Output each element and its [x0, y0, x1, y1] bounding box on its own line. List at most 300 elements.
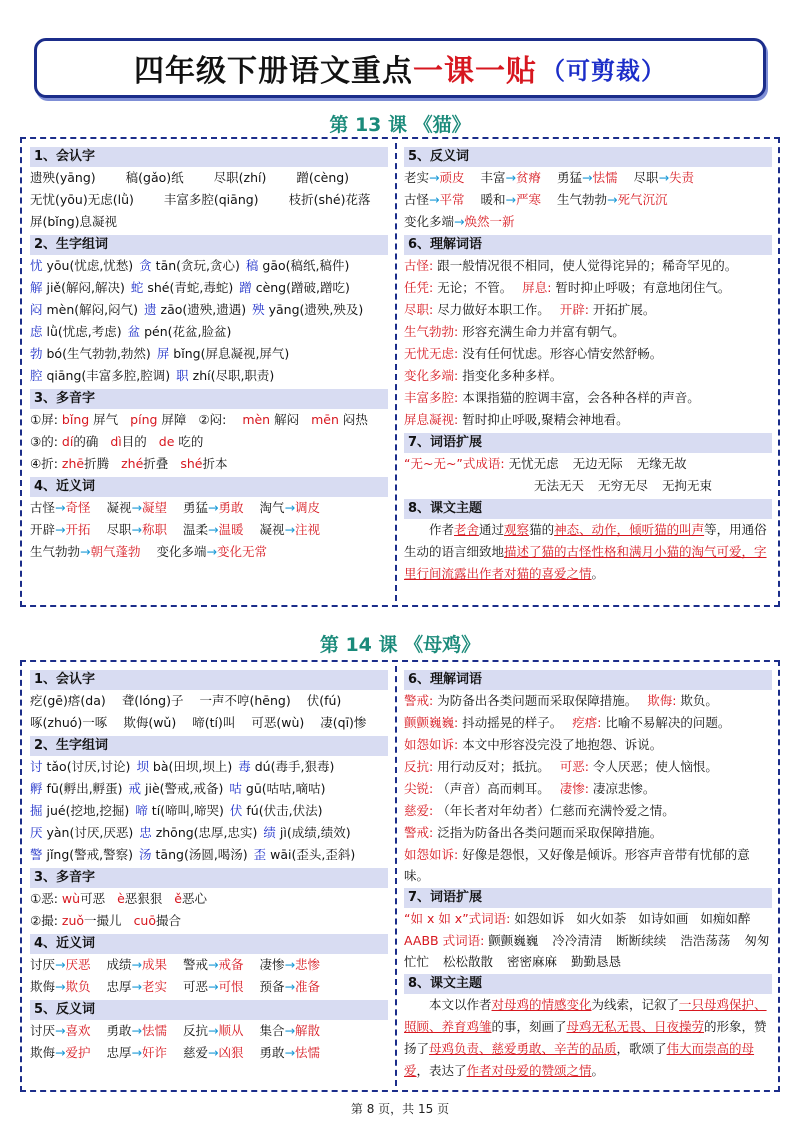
char-group [135, 803, 224, 818]
word-item: 遗殃(yāng) [30, 170, 96, 185]
pinyin-words: yāng(遗殃,殃及) [264, 302, 364, 317]
word: 丰富 [480, 170, 506, 185]
text-line [30, 343, 388, 365]
text-line [30, 690, 388, 712]
arrow-icon: → [131, 979, 143, 994]
text-line [30, 954, 388, 976]
word: 如痴如醉 [700, 911, 751, 926]
text-line [30, 976, 388, 998]
definition-line [404, 299, 772, 321]
character: 贪 [139, 258, 152, 273]
term: 颤颤巍巍: [404, 715, 463, 730]
idiom: 无穷无尽 [598, 478, 649, 493]
text-line [404, 211, 772, 233]
word: 生气勃勃 [557, 192, 608, 207]
word: 凝视 [106, 500, 132, 515]
word: 一撮儿 [84, 913, 122, 928]
word-pair [260, 1023, 321, 1038]
definition [404, 847, 750, 883]
word-pair [107, 522, 168, 537]
word-pair [107, 1045, 168, 1060]
idiom: 无忧无虑 [508, 456, 559, 471]
char-group [30, 847, 133, 862]
label: ④折: [30, 456, 62, 471]
meaning: 跟一般情况很不相同，使人觉得诧异的；稀奇罕见的。 [437, 258, 738, 273]
definition [560, 302, 656, 317]
character: 殃 [252, 302, 265, 317]
char-group [157, 346, 289, 361]
banner-highlight: 一课一贴 [413, 54, 537, 89]
pinyin-words: mèn(解闷,闷气) [42, 302, 139, 317]
text: 的事，刻画了 [491, 1019, 567, 1034]
term: 慈爱: [404, 803, 438, 818]
text: 。 [591, 566, 605, 581]
pinyin-words: yàn(讨厌,厌恶) [42, 825, 134, 840]
text: 为线索，记叙了 [591, 997, 680, 1012]
word-pair [404, 192, 465, 207]
character: 坝 [136, 759, 149, 774]
arrow-icon: → [284, 979, 296, 994]
character: 警 [30, 847, 43, 862]
pinyin-words: bǐng(屏息凝视,屏气) [169, 346, 290, 361]
term: 警戒: [404, 693, 438, 708]
word-pair [260, 957, 321, 972]
pinyin-words: dú(毒手,狠毒) [250, 759, 335, 774]
arrow-icon: → [55, 979, 66, 994]
word: 折本 [202, 456, 228, 471]
character: 勃 [30, 346, 43, 361]
word-pair [183, 957, 244, 972]
word-item: 稿(gǎo)纸 [125, 170, 184, 185]
pattern-label: AABB 式词语: [404, 933, 489, 948]
character: 掘 [30, 803, 43, 818]
word: 恶心 [182, 891, 208, 906]
pinyin-words: shé(青蛇,毒蛇) [143, 280, 234, 295]
meaning: 尽力做好本职工作。 [437, 302, 550, 317]
pinyin: mèn [242, 412, 271, 427]
text-line [30, 910, 388, 932]
key-phrase: 对母鸡的情感变化 [491, 997, 592, 1012]
word-item: 屏(bǐng)息凝视 [30, 214, 118, 229]
char-group [263, 825, 350, 840]
word: 生气勃勃 [30, 544, 81, 559]
related-word: 温暖 [218, 522, 244, 537]
text-line [30, 519, 388, 541]
arrow-icon: → [607, 192, 618, 207]
definition-line [404, 365, 772, 387]
related-word: 开拓 [65, 522, 91, 537]
char-group [230, 803, 323, 818]
page-banner [34, 38, 766, 98]
word: 如火如荼 [576, 911, 627, 926]
word: 讨厌 [30, 957, 56, 972]
poly-group [134, 913, 181, 928]
word-item: 一声不哼(hēng) [199, 693, 291, 708]
char-group [30, 803, 129, 818]
word-pair [404, 170, 465, 185]
word: 浩浩荡荡 [680, 933, 731, 948]
character: 职 [176, 368, 189, 383]
related-word: 准备 [295, 979, 321, 994]
word-pair [260, 979, 321, 994]
related-word: 悲惨 [295, 957, 321, 972]
character: 虑 [30, 324, 43, 339]
poly-group [62, 456, 109, 471]
term: 凄惨: [559, 781, 593, 796]
character: 啼 [135, 803, 148, 818]
lesson-14-right-column [404, 668, 772, 1082]
definition [404, 737, 662, 752]
pinyin-words: pén(花盆,脸盆) [140, 324, 232, 339]
term: 生气勃勃: [404, 324, 463, 339]
word-pair [481, 170, 542, 185]
pinyin-words: jué(挖地,挖掘) [42, 803, 130, 818]
poly-group [121, 456, 168, 471]
related-word: 老实 [142, 979, 168, 994]
expansion-line [404, 475, 772, 497]
word-pair [404, 214, 515, 229]
pinyin-words: cèng(蹭破,蹭吃) [251, 280, 350, 295]
definition [522, 280, 730, 295]
text: 通过 [479, 522, 505, 537]
word-pair [30, 1045, 91, 1060]
definition [404, 390, 700, 405]
related-word: 变化无常 [217, 544, 268, 559]
arrow-icon: → [284, 1023, 296, 1038]
text-line [404, 167, 772, 189]
arrow-icon: → [208, 500, 219, 515]
word-item: 疙(gē)瘩(da) [30, 693, 106, 708]
word: 变化多端 [156, 544, 207, 559]
related-word: 奸诈 [142, 1045, 168, 1060]
char-group [30, 280, 125, 295]
word: 匆匆忙忙 [404, 933, 770, 969]
related-word: 顺从 [218, 1023, 244, 1038]
pinyin-words: qiāng(丰富多腔,腔调) [42, 368, 171, 383]
text-line [30, 167, 388, 189]
related-word: 戒备 [218, 957, 244, 972]
definition-line [404, 756, 772, 778]
pinyin-words: jǐng(警戒,警察) [42, 847, 134, 862]
arrow-icon: → [206, 544, 218, 559]
definition [404, 781, 550, 796]
pattern-label: “如 x 如 x”式词语: [404, 911, 515, 926]
related-word: 厌恶 [65, 957, 91, 972]
character: 盆 [127, 324, 141, 339]
meaning: 开拓扩展。 [592, 302, 656, 317]
text-line [30, 211, 388, 233]
label: ①屏: [30, 412, 62, 427]
word: 如诗如画 [638, 911, 689, 926]
pinyin-words: bó(生气勃勃,勃然) [42, 346, 151, 361]
pinyin: wù [61, 891, 81, 906]
arrow-icon: → [55, 957, 66, 972]
meaning: 本文中形容没完没了地抱怨、诉说。 [462, 737, 663, 752]
pinyin-words: wāi(歪头,歪斜) [266, 847, 356, 862]
word: 松松散散 [443, 954, 494, 969]
text: 。 [591, 1063, 605, 1078]
word: 古怪 [30, 500, 56, 515]
character: 毒 [238, 759, 251, 774]
definition-line [404, 822, 772, 844]
word-pair [183, 522, 244, 537]
word: 吃的 [174, 434, 204, 449]
pinyin-words: tān(贪玩,贪心) [151, 258, 240, 273]
text-line [30, 756, 388, 778]
poly-group [130, 412, 186, 427]
pinyin: cuō [133, 913, 157, 928]
section-heading: 1、会认字 [30, 670, 388, 690]
text-line [30, 189, 388, 211]
char-group [30, 368, 170, 383]
meaning: 好像是怨恨，又好像是倾诉。形容声音带有忧郁的意味。 [404, 847, 750, 883]
word: 可恶 [80, 891, 106, 906]
related-word: 欺负 [65, 979, 91, 994]
word-item: 尽职(zhí) [213, 170, 267, 185]
text-line [30, 497, 388, 519]
meaning: （年长者对年幼者）仁慈而充满怜爱之情。 [437, 803, 675, 818]
key-phrase: 描述了猫的古怪性格和满月小猫的淘气可爱，字里行间流露出作者对猫的喜爱之情 [404, 544, 767, 581]
word: 老实 [404, 170, 430, 185]
char-group [131, 280, 233, 295]
term: 欺侮: [647, 693, 681, 708]
section-heading: 6、理解词语 [404, 670, 772, 690]
definition-line [404, 321, 772, 343]
idiom: 无法无天 [534, 478, 585, 493]
word: 折腾 [84, 456, 110, 471]
definition-line [404, 409, 772, 431]
poly-group [159, 434, 204, 449]
character: 厌 [30, 825, 43, 840]
character: 解 [30, 280, 43, 295]
definition-line [404, 387, 772, 409]
meaning: 令人厌恶；使人恼恨。 [592, 759, 718, 774]
definition [404, 368, 562, 383]
term: 反抗: [404, 759, 438, 774]
poly-group [30, 913, 62, 928]
pinyin-words: fū(孵出,孵蛋) [42, 781, 123, 796]
pinyin-words: zāo(遗殃,遗遇) [156, 302, 247, 317]
character: 屏 [156, 346, 170, 361]
poly-group [30, 891, 62, 906]
char-group [254, 847, 356, 862]
idiom: 无缘无故 [636, 456, 687, 471]
meaning: 指变化多种多样。 [462, 368, 563, 383]
char-group [30, 781, 123, 796]
section-heading: 2、生字组词 [30, 235, 388, 255]
key-phrase: 作者对母爱的赞颂之情 [466, 1063, 592, 1078]
pinyin-words: yōu(忧虑,忧愁) [42, 258, 134, 273]
pinyin-words: tí(啼叫,啼哭) [147, 803, 224, 818]
poly-group [30, 434, 62, 449]
word-pair [183, 1045, 244, 1060]
section-heading: 3、多音字 [30, 868, 388, 888]
char-group [246, 258, 349, 273]
term: 如怨如诉: [404, 847, 463, 862]
pinyin: shé [180, 456, 203, 471]
pinyin: píng [130, 412, 158, 427]
word: 颤颤巍巍 [488, 933, 539, 948]
word-item: 丰富多腔(qiāng) [163, 192, 259, 207]
key-phrase: 伟大而崇高的母爱 [404, 1041, 755, 1078]
character: 咕 [229, 781, 242, 796]
key-phrase: 母鸡无私无畏、日夜操劳 [566, 1019, 705, 1034]
text-line [30, 321, 388, 343]
arrow-icon: → [208, 957, 219, 972]
word-pair [260, 1045, 321, 1060]
text-line [30, 888, 388, 910]
term: 开辟: [559, 302, 593, 317]
definition [404, 324, 625, 339]
word: 屏气 [89, 412, 119, 427]
definition-line [404, 734, 772, 756]
definition-line [404, 690, 772, 712]
word-pair [634, 170, 695, 185]
character: 讨 [30, 759, 43, 774]
arrow-icon: → [80, 544, 91, 559]
word: 欺侮 [30, 1045, 56, 1060]
term: 无忧无虑: [404, 346, 463, 361]
related-word: 喜欢 [65, 1023, 91, 1038]
arrow-icon: → [55, 500, 66, 515]
meaning: 没有任何忧虑。形容心情安然舒畅。 [462, 346, 663, 361]
word: 开辟 [30, 522, 56, 537]
text: 作者 [429, 522, 455, 537]
word-item: 伏(fú) [306, 693, 342, 708]
word: 变化多端 [404, 214, 455, 229]
pinyin-words: zhōng(忠厚,忠实) [151, 825, 258, 840]
expansion-line [404, 908, 772, 930]
lesson-13-right-column [404, 145, 772, 585]
arrow-icon: → [208, 979, 219, 994]
word: 撮合 [156, 913, 182, 928]
expansion-line [404, 453, 772, 475]
character: 蹭 [239, 280, 252, 295]
related-word: 焕然一新 [464, 214, 515, 229]
word: 目的 [121, 434, 147, 449]
word-item: 可恶(wù) [251, 715, 305, 730]
label: ①恶: [30, 891, 62, 906]
word-item: 啄(zhuó)一啄 [30, 715, 108, 730]
pinyin-words: zhí(尽职,职责) [188, 368, 275, 383]
character: 稿 [245, 258, 259, 273]
text-line [30, 778, 388, 800]
word-item: 聋(lóng)子 [121, 693, 184, 708]
char-group [139, 825, 257, 840]
text: ，歌颂了 [616, 1041, 667, 1056]
word-pair [30, 1023, 91, 1038]
definition [572, 715, 730, 730]
idiom: 无拘无束 [662, 478, 713, 493]
word: 冷冷清清 [552, 933, 603, 948]
word-pair [557, 192, 668, 207]
definition [560, 781, 656, 796]
word: 温柔 [183, 522, 209, 537]
term: 古怪: [404, 258, 438, 273]
related-word: 可恨 [218, 979, 244, 994]
related-word: 奇怪 [65, 500, 91, 515]
meaning: 泛指为防备出各类问题而采取保障措施。 [437, 825, 663, 840]
term: 屏息: [522, 280, 556, 295]
term: 丰富多腔: [404, 390, 463, 405]
related-word: 怯懦 [592, 170, 618, 185]
theme-paragraph [404, 519, 772, 585]
word-item: 蹭(cèng) [296, 170, 350, 185]
word-pair [157, 544, 268, 559]
section-heading: 6、理解词语 [404, 235, 772, 255]
word-pair [260, 500, 321, 515]
character: 戒 [128, 781, 142, 796]
word: 忠厚 [106, 1045, 132, 1060]
char-group [128, 324, 232, 339]
poly-group [180, 456, 227, 471]
pinyin: zhē [61, 456, 85, 471]
character: 忧 [30, 258, 43, 273]
text-line [30, 431, 388, 453]
word-pair [557, 170, 618, 185]
key-phrase: 老舍 [454, 522, 480, 537]
related-word: 称职 [142, 522, 168, 537]
word: 暖和 [480, 192, 506, 207]
related-word: 勇敢 [218, 500, 244, 515]
word: 欺侮 [30, 979, 56, 994]
pinyin: mēn [311, 412, 339, 427]
word: 折叠 [143, 456, 169, 471]
word-pair [260, 522, 321, 537]
character: 蛇 [130, 280, 144, 295]
text: ，表达了 [416, 1063, 467, 1078]
term: 尽职: [404, 302, 438, 317]
char-group [129, 781, 224, 796]
poly-group [62, 913, 122, 928]
word: 忠厚 [106, 979, 132, 994]
pinyin: ě [174, 891, 182, 906]
pinyin: dí [61, 434, 74, 449]
pinyin-words: fú(伏击,伏法) [242, 803, 323, 818]
arrow-icon: → [284, 1045, 296, 1060]
section-heading: 2、生字组词 [30, 736, 388, 756]
character: 腔 [30, 368, 43, 383]
word-pair [107, 1023, 168, 1038]
section-heading: 5、反义词 [30, 1000, 388, 1020]
word: 勇敢 [106, 1023, 132, 1038]
related-word: 凝望 [142, 500, 168, 515]
pinyin: è [117, 891, 125, 906]
term: 可恶: [559, 759, 593, 774]
term: 屏息凝视: [404, 412, 463, 427]
pinyin-words: gū(咕咕,嘀咕) [241, 781, 326, 796]
word-pair [183, 1023, 244, 1038]
section-heading: 8、课文主题 [404, 974, 772, 994]
term: 任凭: [404, 280, 438, 295]
character: 绩 [263, 825, 276, 840]
definition-line [404, 277, 772, 299]
text-line [30, 409, 388, 431]
character: 闷 [30, 302, 43, 317]
poly-group [62, 891, 105, 906]
char-group [139, 847, 248, 862]
word: 恶狠狠 [124, 891, 163, 906]
poly-group [198, 412, 230, 427]
arrow-icon: → [208, 1045, 219, 1060]
definition [404, 280, 512, 295]
arrow-icon: → [454, 214, 465, 229]
poly-group [30, 412, 62, 427]
char-group [30, 825, 133, 840]
related-word: 贫瘠 [516, 170, 542, 185]
word: 警戒 [183, 957, 209, 972]
character: 伏 [229, 803, 243, 818]
